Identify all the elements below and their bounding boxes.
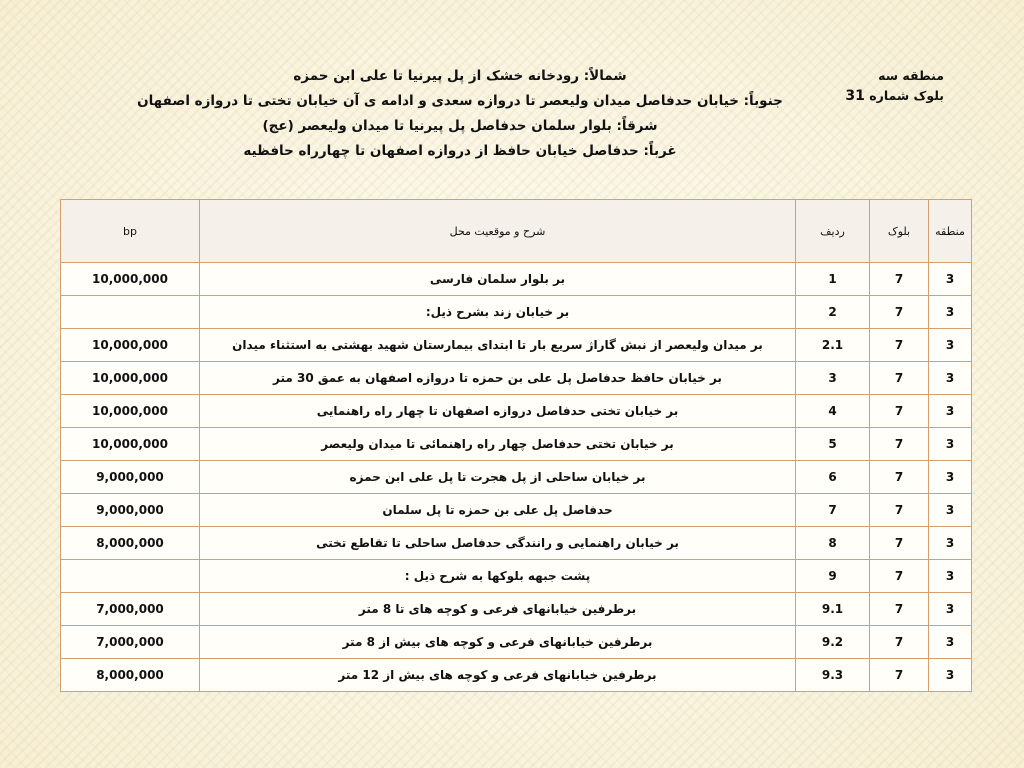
cell-region: 3 [929, 593, 972, 626]
cell-price: 10,000,000 [61, 395, 200, 428]
cell-row-number: 9.3 [796, 659, 870, 692]
cell-row-number: 1 [796, 263, 870, 296]
cell-description: برطرفین خیابانهای فرعی و کوچه های بیش از 12 متر [200, 659, 796, 692]
cell-description: برطرفین خیابانهای فرعی و کوچه های بیش از 8 متر [200, 626, 796, 659]
cell-row-number: 9.1 [796, 593, 870, 626]
cell-price: 8,000,000 [61, 527, 200, 560]
cell-region: 3 [929, 329, 972, 362]
header-block: بلوک [870, 200, 929, 263]
cell-region: 3 [929, 263, 972, 296]
cell-description: برطرفین خیابانهای فرعی و کوچه های تا 8 متر [200, 593, 796, 626]
cell-block: 7 [870, 395, 929, 428]
table-row [61, 395, 972, 428]
cell-region: 3 [929, 527, 972, 560]
table-row [61, 626, 972, 659]
cell-block: 7 [870, 329, 929, 362]
cell-description: حدفاصل پل علی بن حمزه تا پل سلمان [200, 494, 796, 527]
table-header-row [61, 200, 972, 263]
cell-block: 7 [870, 494, 929, 527]
cell-description: بر میدان ولیعصر از نبش گاراژ سریع بار تا ابتدای بیمارستان شهید بهشتی به استثناء میدان [200, 329, 796, 362]
cell-price: 8,000,000 [61, 659, 200, 692]
table-row [61, 560, 972, 593]
cell-description: پشت جبهه بلوکها به شرح ذیل : [200, 560, 796, 593]
table-row [61, 527, 972, 560]
block-label: بلوک شماره [869, 88, 944, 103]
cell-region: 3 [929, 395, 972, 428]
cell-block: 7 [870, 560, 929, 593]
boundary-west: غرباً: حدفاصل خیابان حافظ از دروازه اصفهان تا چهارراه حافظیه [243, 143, 677, 159]
region-info [840, 66, 944, 106]
cell-price [61, 560, 200, 593]
cell-description: بر بلوار سلمان فارسی [200, 263, 796, 296]
boundary-east: شرقاً: بلوار سلمان حدفاصل پل پیرنیا تا میدان ولیعصر (عج) [262, 118, 658, 134]
cell-region: 3 [929, 296, 972, 329]
boundary-north: شمالاً: رودخانه خشک از پل پیرنیا تا علی ابن حمزه [293, 68, 627, 84]
cell-region: 3 [929, 362, 972, 395]
cell-row-number: 3 [796, 362, 870, 395]
cell-description: بر خیابان راهنمایی و رانندگی حدفاصل ساحلی تا تقاطع تختی [200, 527, 796, 560]
header-description: شرح و موقعیت محل [200, 200, 796, 263]
cell-region: 3 [929, 428, 972, 461]
cell-block: 7 [870, 362, 929, 395]
cell-block: 7 [870, 428, 929, 461]
cell-row-number: 6 [796, 461, 870, 494]
cell-price: 10,000,000 [61, 263, 200, 296]
cell-price: 7,000,000 [61, 593, 200, 626]
header-row: ردیف [796, 200, 870, 263]
cell-block: 7 [870, 263, 929, 296]
cell-region: 3 [929, 659, 972, 692]
table-row [61, 263, 972, 296]
table-body [61, 263, 972, 692]
cell-block: 7 [870, 461, 929, 494]
header-region: منطقه [929, 200, 972, 263]
cell-row-number: 5 [796, 428, 870, 461]
boundaries-block [100, 64, 820, 164]
header-price: bp [61, 200, 200, 263]
cell-block: 7 [870, 527, 929, 560]
cell-price: 9,000,000 [61, 461, 200, 494]
cell-description: بر خیابان تختی حدفاصل چهار راه راهنمائی تا میدان ولیعصر [200, 428, 796, 461]
cell-region: 3 [929, 494, 972, 527]
cell-description: بر خیابان تختی حدفاصل دروازه اصفهان تا چهار راه راهنمایی [200, 395, 796, 428]
cell-price: 7,000,000 [61, 626, 200, 659]
table-row [61, 362, 972, 395]
cell-row-number: 7 [796, 494, 870, 527]
cell-price: 10,000,000 [61, 329, 200, 362]
table-row [61, 461, 972, 494]
cell-region: 3 [929, 626, 972, 659]
cell-price: 9,000,000 [61, 494, 200, 527]
table-row [61, 296, 972, 329]
block-number: 31 [845, 88, 865, 104]
block-number-line [840, 86, 944, 106]
cell-price [61, 296, 200, 329]
cell-row-number: 2 [796, 296, 870, 329]
table-row [61, 659, 972, 692]
cell-region: 3 [929, 461, 972, 494]
table-row [61, 494, 972, 527]
cell-row-number: 9.2 [796, 626, 870, 659]
cell-description: بر خیابان حافظ حدفاصل پل علی بن حمزه تا دروازه اصفهان به عمق 30 متر [200, 362, 796, 395]
region-label: منطقه سه [878, 68, 944, 83]
boundary-south: جنوباً: خیابان حدفاصل میدان ولیعصر تا دروازه سعدی و ادامه ی آن خیابان تختی تا دروازه اصفهان [137, 93, 783, 109]
cell-block: 7 [870, 296, 929, 329]
cell-row-number: 2.1 [796, 329, 870, 362]
cell-row-number: 8 [796, 527, 870, 560]
cell-block: 7 [870, 626, 929, 659]
cell-price: 10,000,000 [61, 428, 200, 461]
cell-row-number: 4 [796, 395, 870, 428]
table-row [61, 593, 972, 626]
cell-description: بر خیابان زند بشرح ذیل: [200, 296, 796, 329]
price-table [60, 199, 972, 692]
cell-description: بر خیابان ساحلی از پل هجرت تا پل علی ابن حمزه [200, 461, 796, 494]
cell-row-number: 9 [796, 560, 870, 593]
cell-price: 10,000,000 [61, 362, 200, 395]
cell-block: 7 [870, 593, 929, 626]
table-row [61, 329, 972, 362]
cell-block: 7 [870, 659, 929, 692]
cell-region: 3 [929, 560, 972, 593]
table-row [61, 428, 972, 461]
